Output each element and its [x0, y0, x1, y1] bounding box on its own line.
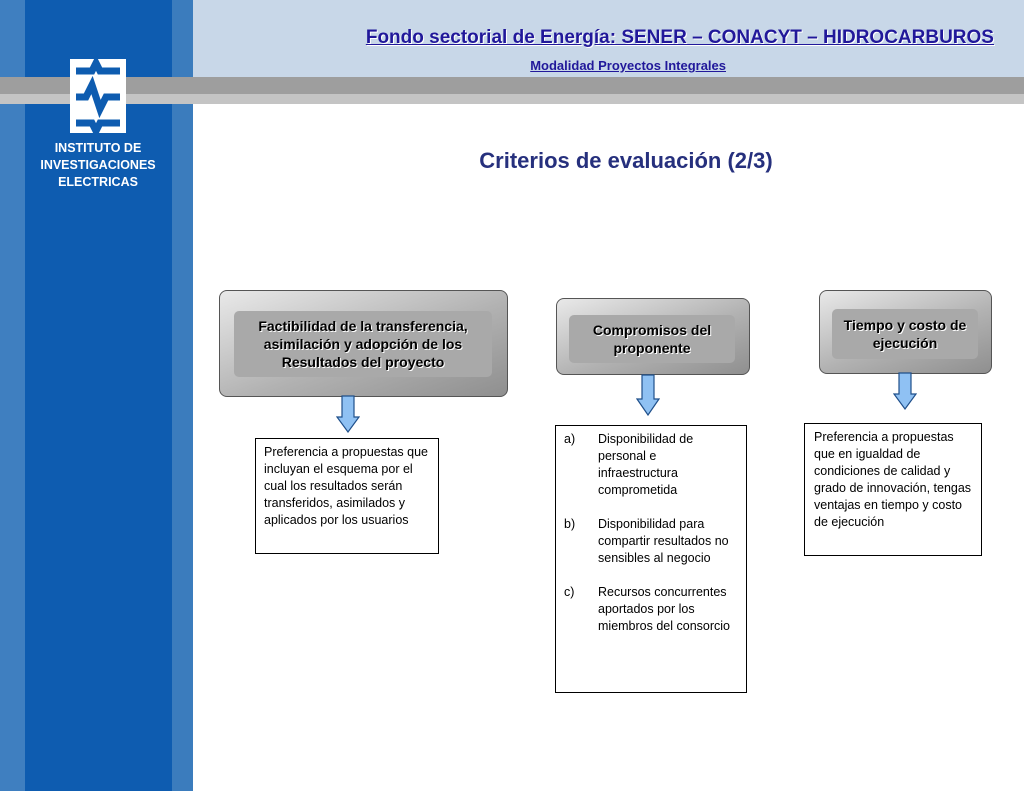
left-band-light	[0, 0, 25, 791]
header-title[interactable]: Fondo sectorial de Energía: SENER – CONACYT – HIDROCARBUROS	[365, 27, 994, 48]
iie-logo-icon	[66, 57, 128, 135]
list-item	[564, 516, 738, 567]
list-item	[564, 584, 738, 635]
page-title: Criterios de evaluación (2/3)	[479, 148, 773, 173]
list-marker: c)	[564, 585, 575, 599]
list-marker: a)	[564, 432, 576, 446]
list-item-text: Disponibilidad para compartir resultados no sensibles al negocio	[598, 517, 729, 565]
list-marker: b)	[564, 517, 576, 531]
criterion-description-transfer: Preferencia a propuestas que incluyan el esquema por el cual los resultados serán transferidos, asimilados y aplicados por los usuarios	[255, 438, 439, 554]
criterion-label: Factibilidad de la transferencia, asimilación y adopción de los Resultados del proyecto	[234, 311, 492, 377]
commitments-list	[564, 431, 738, 635]
list-item-text: Disponibilidad de personal e infraestructura comprometida	[598, 432, 694, 497]
header-divider-light	[0, 94, 1024, 104]
institute-line: ELECTRICAS	[58, 175, 138, 189]
institute-name	[28, 140, 168, 191]
header-divider-dark	[0, 77, 1024, 94]
down-arrow-icon	[636, 374, 660, 416]
criterion-card-commitments	[556, 298, 750, 375]
criterion-card-transfer	[219, 290, 508, 397]
criterion-description-time-cost: Preferencia a propuestas que en igualdad de condiciones de calidad y grado de innovación, tengas ventajas en tiempo y costo de ejecución	[804, 423, 982, 556]
criterion-label: Tiempo y costo de ejecución	[832, 309, 978, 359]
down-arrow-icon	[336, 395, 360, 433]
left-band-edge	[172, 0, 193, 791]
institute-line: INVESTIGACIONES	[40, 158, 156, 172]
criterion-label: Compromisos del proponente	[569, 315, 735, 363]
institute-line: INSTITUTO DE	[54, 141, 142, 155]
header-subtitle[interactable]: Modalidad Proyectos Integrales	[530, 58, 726, 73]
down-arrow-icon	[893, 372, 917, 410]
list-item-text: Recursos concurrentes aportados por los miembros del consorcio	[598, 585, 730, 633]
list-item	[564, 431, 738, 499]
criterion-items-commitments	[555, 425, 747, 693]
criterion-card-time-cost	[819, 290, 992, 374]
